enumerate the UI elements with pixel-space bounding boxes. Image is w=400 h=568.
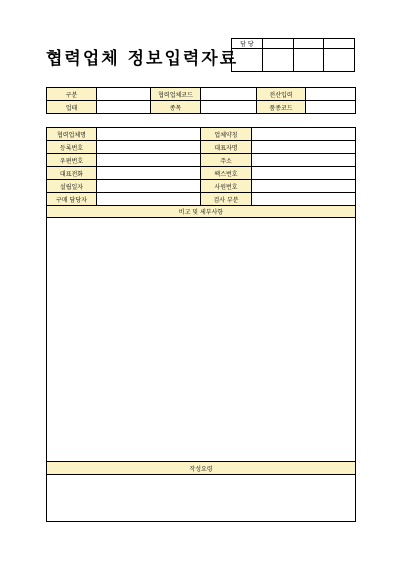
label-product-code: 품종코드 xyxy=(257,101,306,114)
label-inspection-part: 검사 부분 xyxy=(201,193,252,206)
value-system-entry[interactable] xyxy=(306,88,356,101)
label-registration-number: 등록번호 xyxy=(47,141,97,154)
label-category: 구분 xyxy=(47,88,97,101)
label-postal-code: 우편번호 xyxy=(47,154,97,167)
value-inspection-part[interactable] xyxy=(252,193,356,206)
value-fax-number[interactable] xyxy=(252,167,356,180)
approval-header-cell xyxy=(324,39,355,49)
value-employee-number[interactable] xyxy=(252,180,356,193)
guide-area[interactable] xyxy=(47,475,356,522)
value-partner-code[interactable] xyxy=(201,88,257,101)
value-category[interactable] xyxy=(97,88,151,101)
remarks-header: 비고 및 세부사항 xyxy=(47,206,356,218)
label-ceo-name: 대표자명 xyxy=(201,141,252,154)
value-product-code[interactable] xyxy=(306,101,356,114)
label-business-type: 업태 xyxy=(47,101,97,114)
label-purchasing-manager: 구매 담당자 xyxy=(47,193,97,206)
value-postal-code[interactable] xyxy=(97,154,201,167)
label-partner-code: 협력업체코드 xyxy=(151,88,201,101)
value-ceo-name[interactable] xyxy=(252,141,356,154)
value-partner-name[interactable] xyxy=(97,128,201,141)
value-business-item[interactable] xyxy=(201,101,257,114)
approval-header-cell xyxy=(293,39,324,49)
label-address: 주소 xyxy=(201,154,252,167)
label-business-item: 종목 xyxy=(151,101,201,114)
approval-sign-cell[interactable] xyxy=(324,49,355,72)
approval-box xyxy=(231,38,355,72)
approval-sign-cell[interactable] xyxy=(232,49,263,72)
value-address[interactable] xyxy=(252,154,356,167)
label-system-entry: 전산입력 xyxy=(257,88,306,101)
approval-sign-cell[interactable] xyxy=(293,49,324,72)
detail-table xyxy=(46,127,356,522)
label-partner-name: 협력업체명 xyxy=(47,128,97,141)
label-founding-date: 설립일자 xyxy=(47,180,97,193)
remarks-area[interactable] xyxy=(47,218,356,462)
approval-header-cell xyxy=(262,39,293,49)
approval-label-cell: 담 당 xyxy=(232,39,263,49)
value-purchasing-manager[interactable] xyxy=(97,193,201,206)
value-short-name[interactable] xyxy=(252,128,356,141)
value-business-type[interactable] xyxy=(97,101,151,114)
info-table xyxy=(46,87,356,114)
value-registration-number[interactable] xyxy=(97,141,201,154)
label-main-phone: 대표전화 xyxy=(47,167,97,180)
value-main-phone[interactable] xyxy=(97,167,201,180)
page-title: 협력업체 정보입력자료 xyxy=(46,49,239,69)
value-founding-date[interactable] xyxy=(97,180,201,193)
label-fax-number: 팩스번호 xyxy=(201,167,252,180)
label-short-name: 업체약칭 xyxy=(201,128,252,141)
label-employee-number: 사원번호 xyxy=(201,180,252,193)
approval-sign-cell[interactable] xyxy=(262,49,293,72)
guide-header: 작성요령 xyxy=(47,462,356,475)
